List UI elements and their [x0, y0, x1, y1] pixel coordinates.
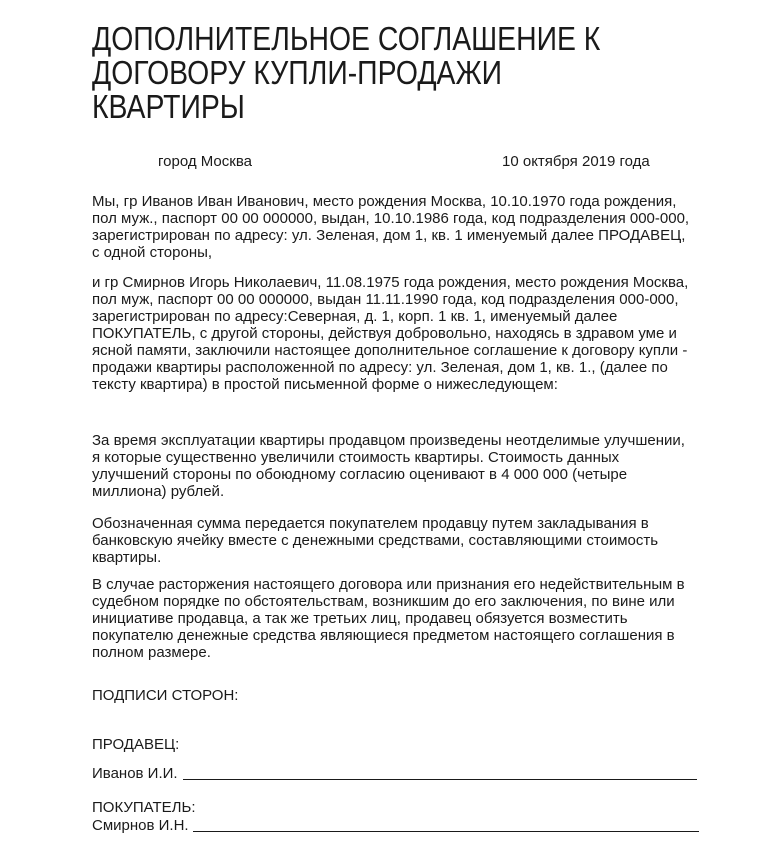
party-buyer-paragraph: и гр Смирнов Игорь Николаевич, 11.08.1975 года рождения, место рождения Москва, пол муж, паспорт 00 00 000000, выдан 11.11.1990 года, код подразделения 000-000, зарегистрирован по адресу:Северная, д. 1, корп. 1 кв. 1, именуемый далее ПОКУПАТЕЛЬ, с другой стороны, действуя добровольно, находясь в здравом уме и ясной памяти, заключили настоящее дополнительное соглашение к договору купли - продажи квартиры расположенной по адресу: ул. Зеленая, дом 1, кв. 1., (далее по тексту квартира) в простой письменной форме о нижеследующем: — [92, 274, 689, 393]
clause-termination: В случае расторжения настоящего договора или признания его недействительным в судебном порядке по обстоятельствам, возникшим до его заключения, по вине или инициативе продавца, а так же третьих лиц, продавец обязуется возместить покупателю денежные средства являющиеся предметом настоящего соглашения в полном размере. — [92, 576, 685, 661]
party-seller-paragraph: Мы, гр Иванов Иван Иванович, место рождения Москва, 10.10.1970 года рождения, пол муж., паспорт 00 00 000000, выдан, 10.10.1986 года, код подразделения 000-000, зарегистрирован по адресу: ул. Зеленая, дом 1, кв. 1 именуемый далее ПРОДАВЕЦ, с одной стороны, — [92, 193, 690, 261]
seller-label: ПРОДАВЕЦ: — [92, 736, 180, 753]
clause-payment: Обозначенная сумма передается покупателем продавцу путем закладывания в банковскую ячейку вместе с денежными средствами, составляющими стоимость квартиры. — [92, 515, 659, 566]
buyer-signature-line — [193, 831, 699, 832]
document-date: 10 октября 2019 года — [502, 153, 650, 170]
seller-signature-name: Иванов И.И. — [92, 765, 178, 782]
document-city: город Москва — [158, 153, 252, 170]
signatures-heading: ПОДПИСИ СТОРОН: — [92, 687, 239, 704]
seller-signature-line — [183, 779, 697, 780]
document-title: ДОПОЛНИТЕЛЬНОЕ СОГЛАШЕНИЕ К ДОГОВОРУ КУПЛИ-ПРОДАЖИ КВАРТИРЫ — [92, 20, 601, 125]
buyer-signature-name: Смирнов И.Н. — [92, 817, 189, 834]
buyer-label: ПОКУПАТЕЛЬ: — [92, 799, 196, 816]
clause-improvements: За время эксплуатации квартиры продавцом произведены неотделимые улучшении, я которые существенно увеличили стоимость квартиры. Стоимость данных улучшений стороны по обоюдному согласию оценивают в 4 000 000 (четыре миллиона) рублей. — [92, 432, 685, 500]
